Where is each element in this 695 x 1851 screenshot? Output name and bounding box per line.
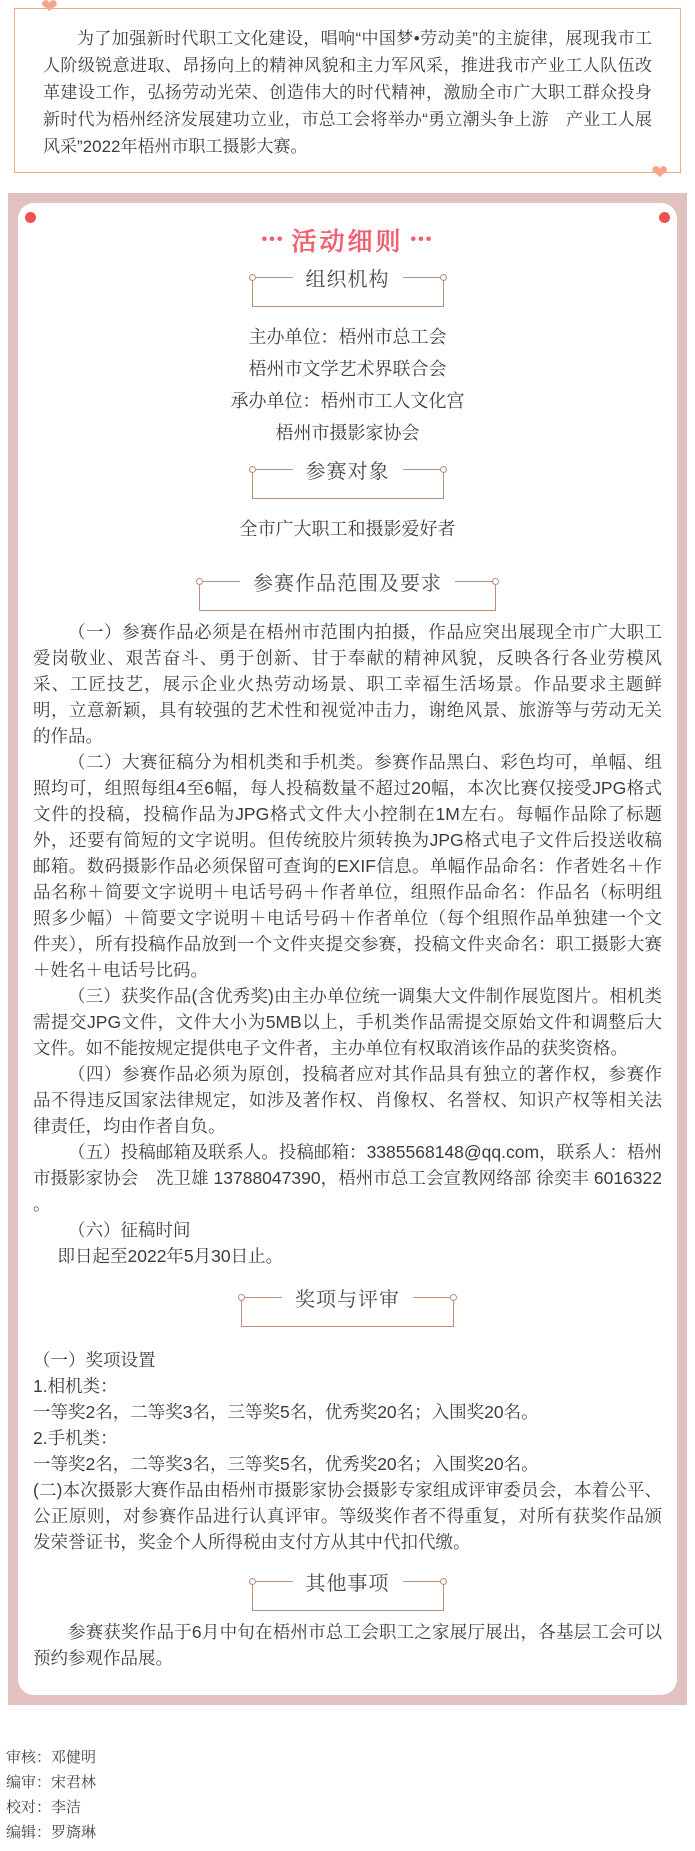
- credit-line-editor-in-chief: 编审：宋君林: [6, 1774, 97, 1791]
- section-header-requirements: [196, 567, 499, 611]
- activity-card: [18, 203, 677, 1695]
- credit-line-proofreader: 校对：李洁: [6, 1799, 82, 1816]
- title-dots-left: •••: [261, 231, 285, 248]
- ring-icon: [450, 1294, 457, 1301]
- awards-line: 2.手机类：: [33, 1428, 118, 1448]
- line-decor: [455, 581, 492, 582]
- section-header-row: [249, 1567, 447, 1595]
- line-decor: [413, 1297, 450, 1298]
- ring-icon: [492, 578, 499, 585]
- section-header-participants: [249, 455, 447, 499]
- line-decor: [256, 1581, 293, 1582]
- ring-icon: [249, 1578, 256, 1585]
- requirement-paragraph: （四）参赛作品必须为原创，投稿者应对其作品具有独立的著作权，参赛作品不得违反国家法律规定，如涉及著作权、肖像权、名誉权、知识产权等相关法律责任，均由作者自负。: [33, 1064, 662, 1136]
- heart-icon: ❤: [41, 0, 58, 18]
- ring-icon: [249, 466, 256, 473]
- line-decor: [256, 277, 293, 278]
- organizer-line: 梧州市文学艺术界联合会: [248, 359, 447, 379]
- line-decor: [403, 277, 440, 278]
- ring-icon: [440, 466, 447, 473]
- card-title: [33, 223, 662, 257]
- card-title-text: 活动细则: [291, 228, 404, 256]
- line-decor: [256, 469, 293, 470]
- organization-list: [33, 321, 662, 449]
- requirement-paragraph: 即日起至2022年5月30日止。: [57, 1246, 284, 1266]
- requirement-paragraph: （一）参赛作品必须是在梧州市范围内拍摄，作品应突出展现全市广大职工爱岗敬业、艰苦奋斗、勇于创新、甘于奉献的精神风貌，反映各行各业劳模风采、工匠技艺，展示企业火热劳动场景、职工幸福生活场景。作品要求主题鲜明，立意新颖，具有较强的艺术性和视觉冲击力，谢绝风景、旅游等与劳动无关的作品。: [33, 622, 662, 746]
- awards-line: 一等奖2名，二等奖3名，三等奖5名，优秀奖20名；入围奖20名。: [33, 1402, 539, 1422]
- organizer-line: 承办单位：梧州市工人文化宫: [230, 391, 465, 411]
- requirement-paragraph: （三）获奖作品(含优秀奖)由主办单位统一调集大文件制作展览图片。相机类需提交JPG文件，文件大小为5MB以上，手机类作品需提交原始文件和调整后大文件。如不能按规定提供电子文件者，主办单位有权取消该作品的获奖资格。: [33, 986, 662, 1058]
- intro-box: [14, 0, 681, 184]
- requirements-paragraphs: [33, 619, 662, 1269]
- section-title: 参赛对象: [305, 460, 390, 483]
- credit-line-reviewer: 审核：邓健明: [6, 1749, 97, 1766]
- ring-icon: [440, 274, 447, 281]
- section-header-row: [238, 1283, 457, 1311]
- organizer-line: 主办单位：梧州市总工会: [248, 327, 447, 347]
- section-title: 其他事项: [305, 1572, 390, 1595]
- section-header-organization: [249, 263, 447, 307]
- awards-line: 一等奖2名，二等奖3名，三等奖5名，优秀奖20名；入围奖20名。: [33, 1454, 539, 1474]
- requirement-paragraph: （五）投稿邮箱及联系人。投稿邮箱：3385568148@qq.com，联系人：梧州市摄影家协会 冼卫雄 13788047390，梧州市总工会宣教网络部 徐奕丰 6016322 。: [33, 1142, 662, 1214]
- line-decor: [203, 581, 240, 582]
- awards-line: 1.相机类：: [33, 1376, 118, 1396]
- ring-icon: [440, 1578, 447, 1585]
- ring-icon: [249, 274, 256, 281]
- line-decor: [403, 1581, 440, 1582]
- line-decor: [403, 469, 440, 470]
- title-dots-right: •••: [410, 231, 434, 248]
- participants-line: 全市广大职工和摄影爱好者: [239, 519, 456, 539]
- activity-card-frame: [8, 193, 687, 1705]
- section-header-row: [249, 455, 447, 483]
- other-paragraph: 参赛获奖作品于6月中旬在梧州市总工会职工之家展厅展出，各基层工会可以预约参观作品展。: [33, 1622, 662, 1668]
- other-block: [33, 1619, 662, 1671]
- awards-line: (二)本次摄影大赛作品由梧州市摄影家协会摄影专家组成评审委员会，本着公平、公正原则，对参赛作品进行认真评审。等级奖作者不得重复，对所有获奖作品颁发荣誉证书，奖金个人所得税由支付方从其中代扣代缴。: [33, 1480, 662, 1552]
- requirement-paragraph: （六）征稿时间: [68, 1220, 191, 1240]
- line-decor: [245, 1297, 282, 1298]
- credit-line-editor: 编辑：罗旖琳: [6, 1824, 97, 1841]
- ring-icon: [238, 1294, 245, 1301]
- section-title: 组织机构: [305, 268, 390, 291]
- intro-paragraph: 为了加强新时代职工文化建设，唱响“中国梦•劳动美”的主旋律，展现我市工人阶级锐意进取、昂扬向上的精神风貌和主力军风采，推进我市产业工人队伍改革建设工作，弘扬劳动光荣、创造伟大的时代精神，激励全市广大职工群众投身新时代为梧州经济发展建功立业，市总工会将举办“勇立潮头争上游 产业工人展风采”2022年梧州市职工摄影大赛。: [43, 29, 652, 156]
- requirement-paragraph: （二）大赛征稿分为相机类和手机类。参赛作品黑白、彩色均可，单幅、组照均可，组照每组4至6幅，每人投稿数量不超过20幅，本次比赛仅接受JPG格式文件的投稿，投稿作品为JPG格式文件大小控制在1M左右。每幅作品除了标题外，还要有简短的文字说明。但传统胶片须转换为JPG格式电子文件后投送收稿邮箱。数码摄影作品必须保留可查询的EXIF信息。单幅作品命名：作者姓名＋作品名称＋简要文字说明＋电话号码＋作者单位，组照作品命名：作品名（标明组照多少幅）＋简要文字说明＋电话号码＋作者单位（每个组照作品单独建一个文件夹），所有投稿作品放到一个文件夹提交参赛，投稿文件夹命名：职工摄影大赛＋姓名＋电话号比码。: [33, 752, 662, 980]
- organizer-line: 梧州市摄影家协会: [275, 423, 420, 443]
- corner-dot-icon: [659, 212, 670, 223]
- awards-line: （一）奖项设置: [33, 1350, 156, 1370]
- credits-block: [6, 1745, 695, 1845]
- section-title: 参赛作品范围及要求: [253, 572, 442, 595]
- section-header-row: [249, 263, 447, 291]
- awards-block: [33, 1347, 662, 1555]
- section-header-awards: [238, 1283, 457, 1327]
- heart-icon: ❤: [651, 162, 668, 184]
- ring-icon: [196, 578, 203, 585]
- section-header-other: [249, 1567, 447, 1611]
- participants-block: [33, 513, 662, 545]
- section-title: 奖项与评审: [295, 1288, 400, 1311]
- section-header-row: [196, 567, 499, 595]
- corner-dot-icon: [25, 212, 36, 223]
